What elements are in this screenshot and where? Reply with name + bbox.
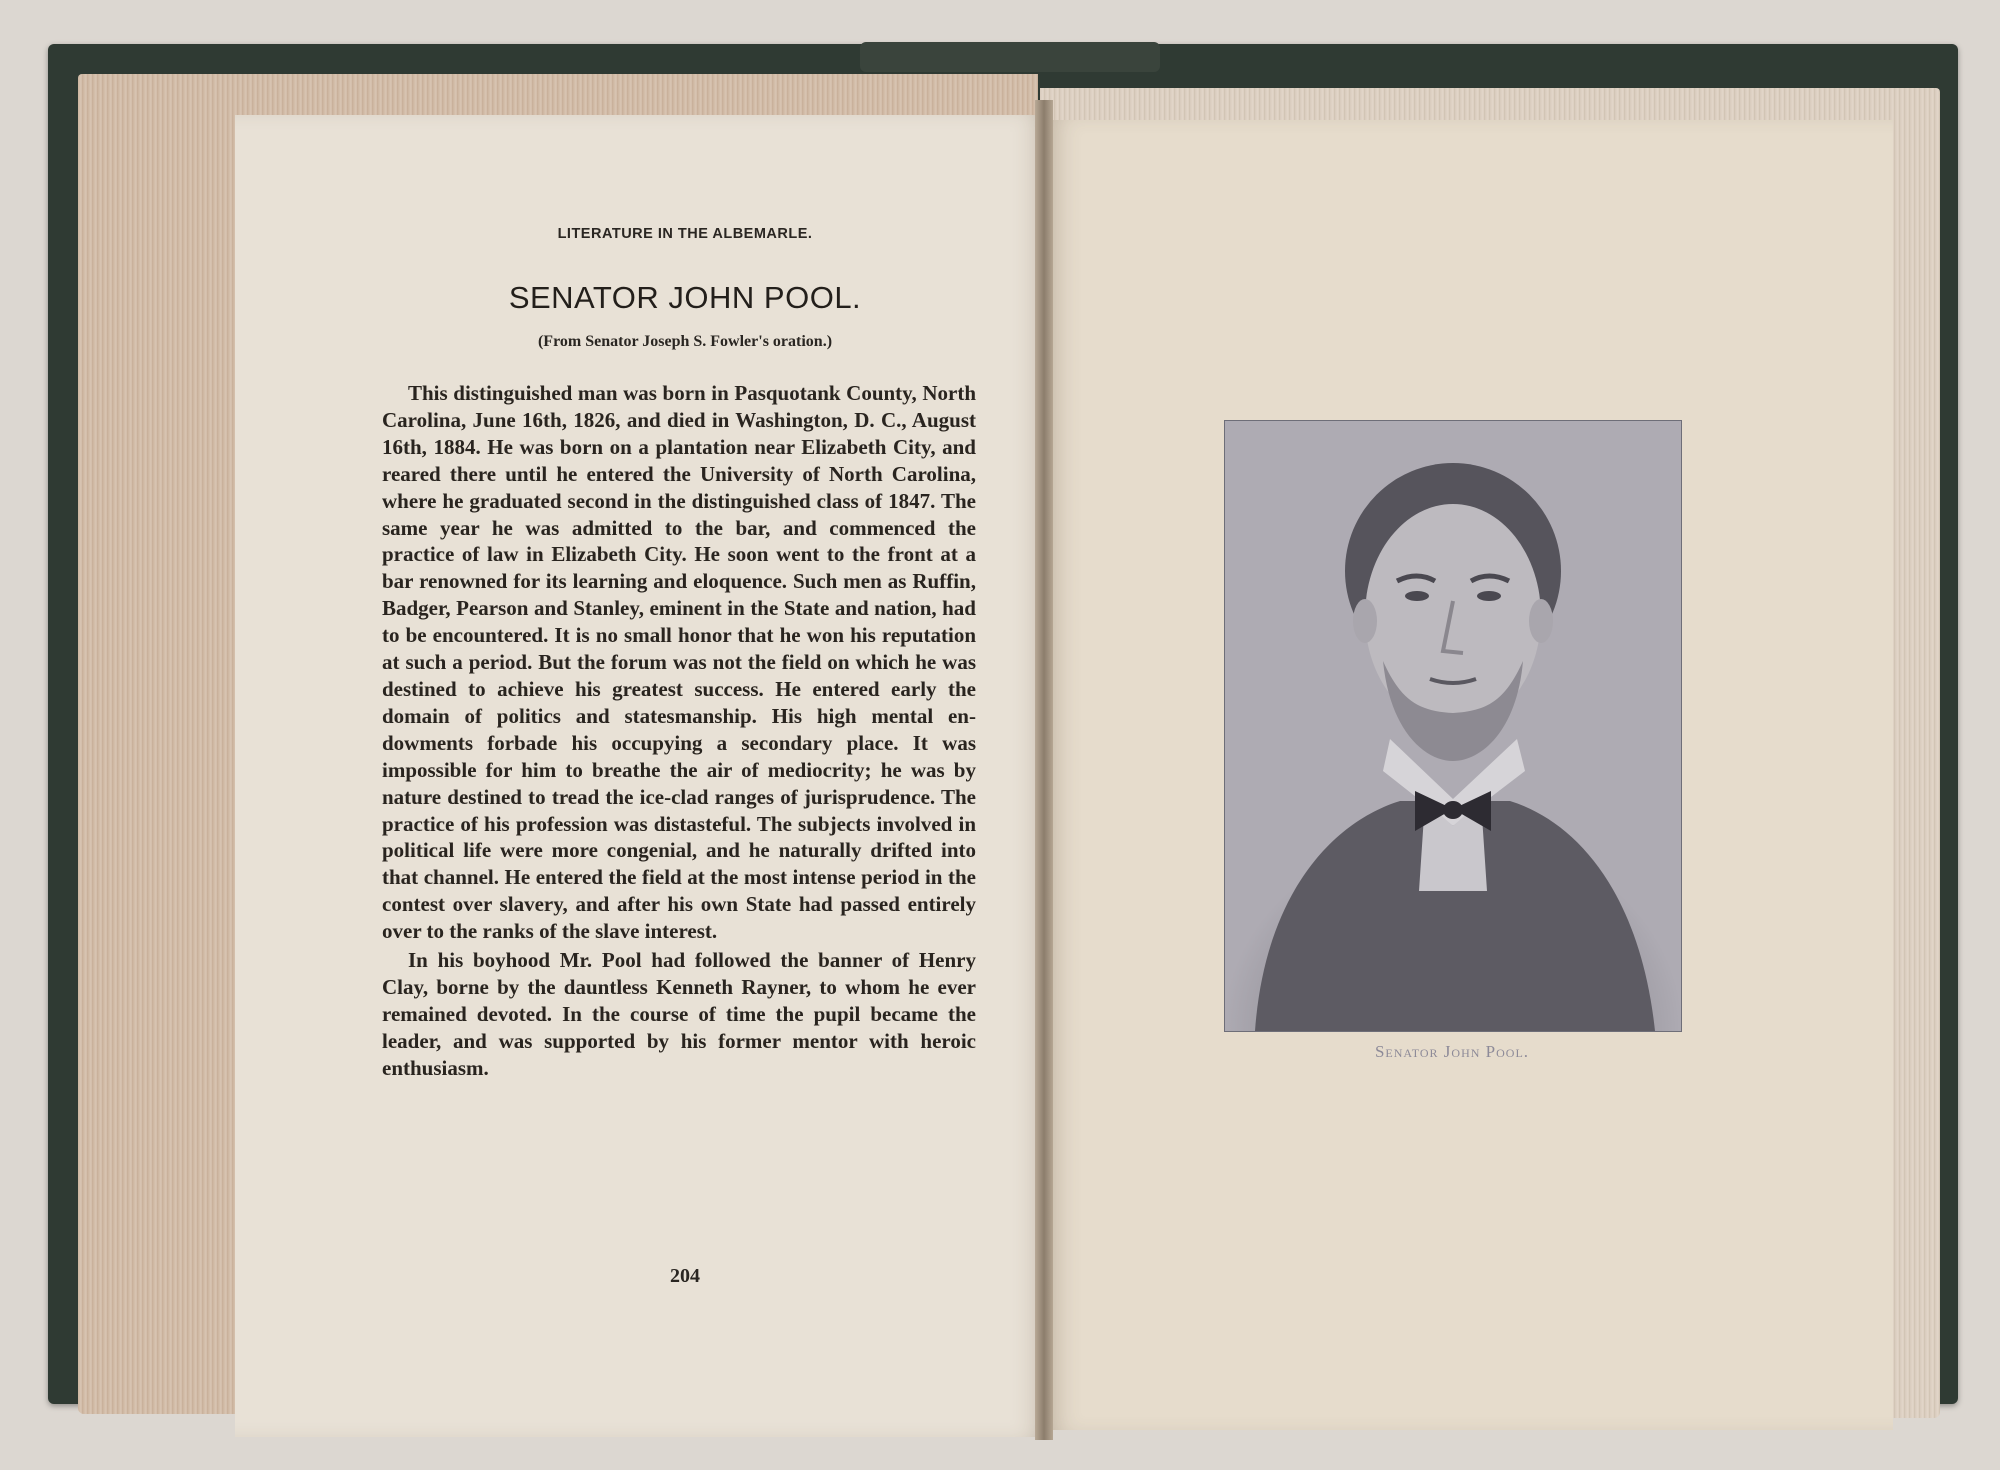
portrait-figure [1225,421,1681,1031]
page-number: 204 [670,1265,700,1287]
page-subtitle: (From Senator Joseph S. Fowler's oration.) [537,333,833,350]
portrait-caption: Senator John Pool. [1374,1042,1530,1061]
paragraph-1: This distinguished man was born in Pasquotank County, North Carolina, June 16th, 1826, and died in Washington, D. C., August 16th, 1884. He was born on a plantation near Elizabeth City, and reared there until he entered the University of North Carolina, where he graduated second in the distinguished class of 1847. The same year he was admitted to the bar, and commenced the practice of law in Elizabeth City. He soon went to the front at a bar renowned for its learning and eloquence. Such men as Ruffin, Badger, Pearson and Stanley, eminent in the State and nation, had to be encountered. It is no small honor that he won his reputation at such a period. But the forum was not the field on which he was destined to achieve his greatest success. He entered early the domain of politics and statesmanship. His high mental endowments forbade his occupying a secondary place. It was impossible for him to breathe the air of mediocrity; he was by nature destined to tread the ice-clad ranges of jurisprudence. The practice of his profession was distasteful. The subjects involved in political life were more congenial, and he naturally drifted into that channel. He entered the field at the most intense period in the contest over slavery, and after his own State had passed entirely over to the ranks of the slave interest. [382,381,976,944]
paragraph-2: In his boyhood Mr. Pool had followed the banner of Henry Clay, borne by the dauntless Kenneth Rayner, to whom he ever remained devoted. In the course of time the pupil became the leader, and was supported by his former mentor with heroic enthusiasm. [382,948,976,1080]
book-spine [860,42,1160,72]
running-head: LITERATURE IN THE ALBEMARLE. [557,226,813,242]
portrait-photo [1224,420,1682,1032]
body-text [382,380,976,1082]
page-title: SENATOR JOHN POOL. [508,280,862,315]
